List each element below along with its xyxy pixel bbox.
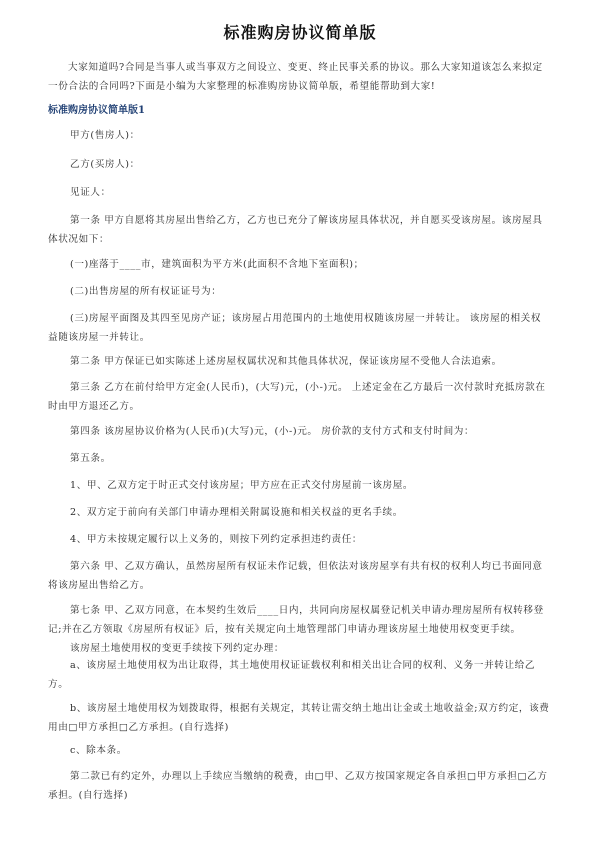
article-4: 第四条 该房屋协议价格为(人民币)(大写)元，(小-)元。 房价款的支付方式和支付时间为： — [70, 426, 475, 437]
witness-line: 见证人： — [70, 187, 111, 198]
article-7: 第七条 甲、乙双方同意，在本契约生效后____日内，共同向房屋权属登记机关申请办理房屋所有权转移登记;并在乙方领取《房屋所有权证》后，按有关规定向土地管理部门申请办理该房屋土地使用权变更手续。 — [48, 605, 544, 635]
section-heading: 标准购房协议简单版1 — [48, 105, 145, 116]
article-1: 第一条 甲方自愿将其房屋出售给乙方，乙方也已充分了解该房屋具体状况，并自愿买受该房屋。该房屋具体状况如下： — [48, 215, 543, 245]
item-1: (一)座落于____市，建筑面积为平方米(此面积不含地下室面积)； — [70, 259, 364, 270]
clause-b: b、该房屋土地使用权为划拨取得，根据有关规定，其转让需交纳土地出让金或土地收益金;双方约定，该费用由□甲方承担□乙方承担。(自行选择) — [48, 703, 550, 733]
point-4: 4、甲方未按规定履行以上义务的，则按下列约定承担违约责任： — [70, 534, 363, 545]
item-3: (三)房屋平面图及其四至见房产证；该房屋占用范围内的土地使用权随该房屋一并转让。 该房屋的相关权益随该房屋一并转让。 — [48, 313, 542, 343]
point-2: 2、双方定于前向有关部门申请办理相关附属设施和相关权益的更名手续。 — [70, 507, 403, 518]
party-b-line: 乙方(买房人)： — [70, 159, 140, 170]
point-1: 1、甲、乙双方定于时正式交付该房屋；甲方应在正式交付房屋前一该房屋。 — [70, 480, 414, 491]
article-6: 第六条 甲、乙双方确认，虽然房屋所有权证未作记载，但依法对该房屋享有共有权的权利人均已书面同意将该房屋出售给乙方。 — [48, 561, 543, 591]
party-a-line: 甲方(售房人)： — [70, 130, 140, 141]
article-2: 第二条 甲方保证已如实陈述上述房屋权属状况和其他具体状况，保证该房屋不受他人合法追索。 — [70, 356, 502, 367]
document-title: 标准购房协议简单版 — [223, 23, 377, 42]
intro-paragraph: 大家知道吗?合同是当事人或当事双方之间设立、变更、终止民事关系的协议。那么大家知道该怎么来拟定一份合法的合同吗?下面是小编为大家整理的标准购房协议简单版，希望能帮助到大家! — [48, 62, 543, 92]
article-3: 第三条 乙方在前付给甲方定金(人民币)，(大写)元，(小-)元。 上述定金在乙方最后一次付款时充抵房款在时由甲方退还乙方。 — [48, 382, 546, 412]
clause-a: a、该房屋土地使用权为出让取得，其土地使用权证证载权利和相关出让合同的权利、义务一并转让给乙方。 — [48, 660, 536, 690]
item-2: (二)出售房屋的所有权证证号为： — [70, 286, 222, 297]
article-5: 第五条。 — [70, 453, 111, 464]
clause-c: c、除本条。 — [70, 745, 127, 756]
clause-2: 第二款已有约定外，办理以上手续应当缴纳的税费，由□甲、乙双方按国家规定各自承担□甲方承担□乙方承担。(自行选择) — [48, 771, 548, 801]
land-change-line: 该房屋土地使用权的变更手续按下列约定办理： — [70, 643, 285, 654]
